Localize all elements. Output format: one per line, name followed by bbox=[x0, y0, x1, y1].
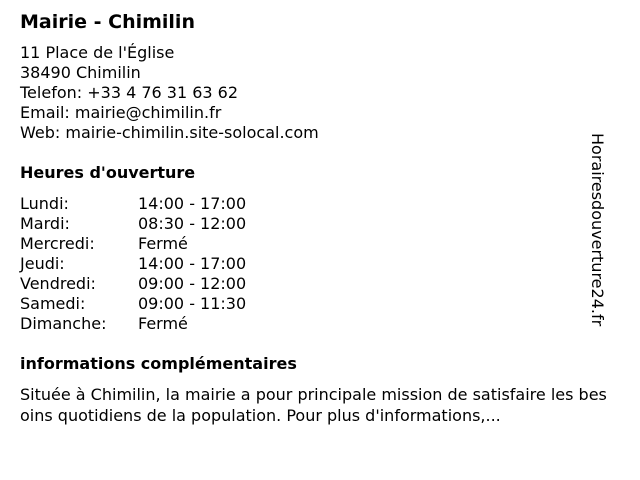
hours-row-tuesday bbox=[20, 214, 246, 234]
address-city: 38490 Chimilin bbox=[20, 63, 141, 82]
web-line: Web: mairie-chimilin.site-solocal.com bbox=[20, 123, 319, 142]
contact-block bbox=[20, 43, 319, 143]
day-hours: 08:30 - 12:00 bbox=[138, 214, 247, 233]
day-hours: Fermé bbox=[138, 314, 188, 333]
day-label: Dimanche: bbox=[20, 314, 107, 333]
phone-line: Telefon: +33 4 76 31 63 62 bbox=[20, 83, 239, 102]
day-hours: 09:00 - 11:30 bbox=[138, 294, 247, 313]
address-street: 11 Place de l'Église bbox=[20, 43, 175, 62]
day-label: Lundi: bbox=[20, 194, 69, 213]
day-label: Mardi: bbox=[20, 214, 70, 233]
email-line: Email: mairie@chimilin.fr bbox=[20, 103, 222, 122]
additional-info-heading: informations complémentaires bbox=[20, 354, 297, 373]
hours-row-saturday bbox=[20, 294, 246, 314]
hours-row-friday bbox=[20, 274, 246, 294]
opening-hours-table bbox=[20, 194, 246, 334]
hours-row-thursday bbox=[20, 254, 246, 274]
day-label: Samedi: bbox=[20, 294, 86, 313]
hours-row-sunday bbox=[20, 314, 246, 334]
day-hours: Fermé bbox=[138, 234, 188, 253]
hours-row-wednesday bbox=[20, 234, 246, 254]
day-label: Mercredi: bbox=[20, 234, 95, 253]
day-hours: 09:00 - 12:00 bbox=[138, 274, 247, 293]
description-text: Située à Chimilin, la mairie a pour principale mission de satisfaire les besoins quotidiens de la population. Pour plus d'informations,... bbox=[20, 385, 607, 425]
site-brand-label: Horairesdouverture24.fr bbox=[588, 133, 607, 327]
day-label: Vendredi: bbox=[20, 274, 96, 293]
day-hours: 14:00 - 17:00 bbox=[138, 254, 247, 273]
hours-row-monday bbox=[20, 194, 246, 214]
page-title: Mairie - Chimilin bbox=[20, 11, 195, 33]
day-label: Jeudi: bbox=[20, 254, 65, 273]
opening-hours-heading: Heures d'ouverture bbox=[20, 163, 196, 182]
day-hours: 14:00 - 17:00 bbox=[138, 194, 247, 213]
